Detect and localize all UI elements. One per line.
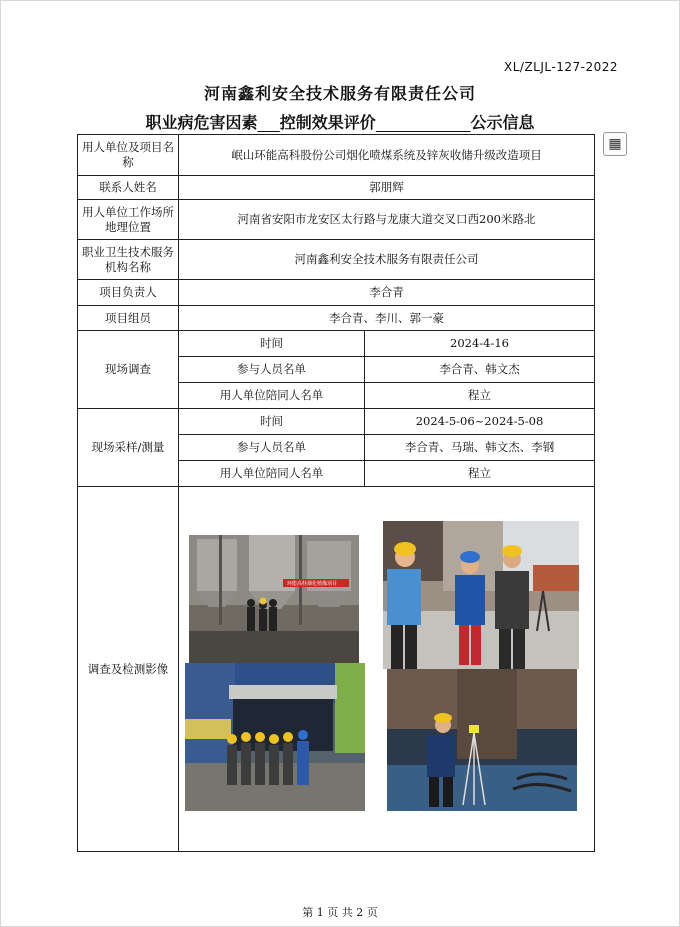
- row-members: [78, 306, 595, 331]
- members-value: 李合青、李川、郭一豪: [179, 306, 595, 331]
- sampling-time-value: 2024-5-06~2024-5-08: [365, 409, 595, 435]
- leader-value: 李合青: [179, 280, 595, 306]
- photo-group-outdoor: [185, 663, 365, 811]
- subtitle-part-1: 职业病危害因素: [145, 113, 258, 132]
- photo-indoor-measurement: [387, 669, 577, 811]
- sampling-participants-label: 参与人员名单: [179, 435, 365, 461]
- contact-label: 联系人姓名: [78, 176, 179, 200]
- banner-text: 环能高科烟化喷煤项目: [287, 581, 338, 587]
- subtitle-part-2-text: 控制效果评价: [279, 113, 376, 132]
- info-table: [77, 134, 595, 852]
- photo-outdoor-measurement-image: [383, 521, 579, 669]
- sampling-row-time: [78, 409, 595, 435]
- survey-participants-label: 参与人员名单: [179, 357, 365, 383]
- survey-time-label: 时间: [179, 331, 365, 357]
- sampling-escort-label: 用人单位陪同人名单: [179, 461, 365, 487]
- qr-code-icon[interactable]: ▦: [603, 132, 627, 156]
- contact-value: 郭朋辉: [179, 176, 595, 200]
- photo-factory-interior: [189, 535, 359, 663]
- project-label: 用人单位及项目名称: [78, 135, 179, 176]
- subtitle-part-2: [258, 110, 471, 133]
- photo-indoor-measurement-image: [387, 669, 577, 811]
- sampling-time-label: 时间: [179, 409, 365, 435]
- location-value: 河南省安阳市龙安区太行路与龙康大道交叉口西200米路北: [179, 200, 595, 240]
- survey-time-value: 2024-4-16: [365, 331, 595, 357]
- images-label: 调查及检测影像: [78, 487, 179, 852]
- survey-escort-value: 程立: [365, 383, 595, 409]
- agency-label: 职业卫生技术服务机构名称: [78, 240, 179, 280]
- members-label: 项目组员: [78, 306, 179, 331]
- company-title: 河南鑫利安全技术服务有限责任公司: [203, 84, 476, 103]
- sampling-participants-value: 李合青、马瑞、韩文杰、李钢: [365, 435, 595, 461]
- images-cell: [179, 487, 595, 852]
- subtitle-part-3: 公示信息: [470, 113, 535, 132]
- row-contact: [78, 176, 595, 200]
- sampling-label: 现场采样/测量: [78, 409, 179, 487]
- row-agency: [78, 240, 595, 280]
- survey-label: 现场调查: [78, 331, 179, 409]
- survey-row-time: [78, 331, 595, 357]
- photo-outdoor-measurement: [383, 521, 579, 669]
- agency-value: 河南鑫利安全技术服务有限责任公司: [179, 240, 595, 280]
- project-value: 岷山环能高科股份公司烟化喷煤系统及锌灰收储升级改造项目: [179, 135, 595, 176]
- photo-group-outdoor-image: [185, 663, 365, 811]
- row-location: [78, 200, 595, 240]
- row-images: [78, 487, 595, 852]
- location-label: 用人单位工作场所地理位置: [78, 200, 179, 240]
- photo-factory-interior-image: [189, 535, 359, 663]
- document-subtitle: [0, 110, 680, 133]
- leader-label: 项目负责人: [78, 280, 179, 306]
- page-footer: 第 1 页 共 2 页: [302, 906, 378, 919]
- survey-participants-value: 李合青、韩文杰: [365, 357, 595, 383]
- sampling-escort-value: 程立: [365, 461, 595, 487]
- row-project: [78, 135, 595, 176]
- document-code: XL/ZLJL-127-2022: [504, 60, 618, 74]
- survey-escort-label: 用人单位陪同人名单: [179, 383, 365, 409]
- row-leader: [78, 280, 595, 306]
